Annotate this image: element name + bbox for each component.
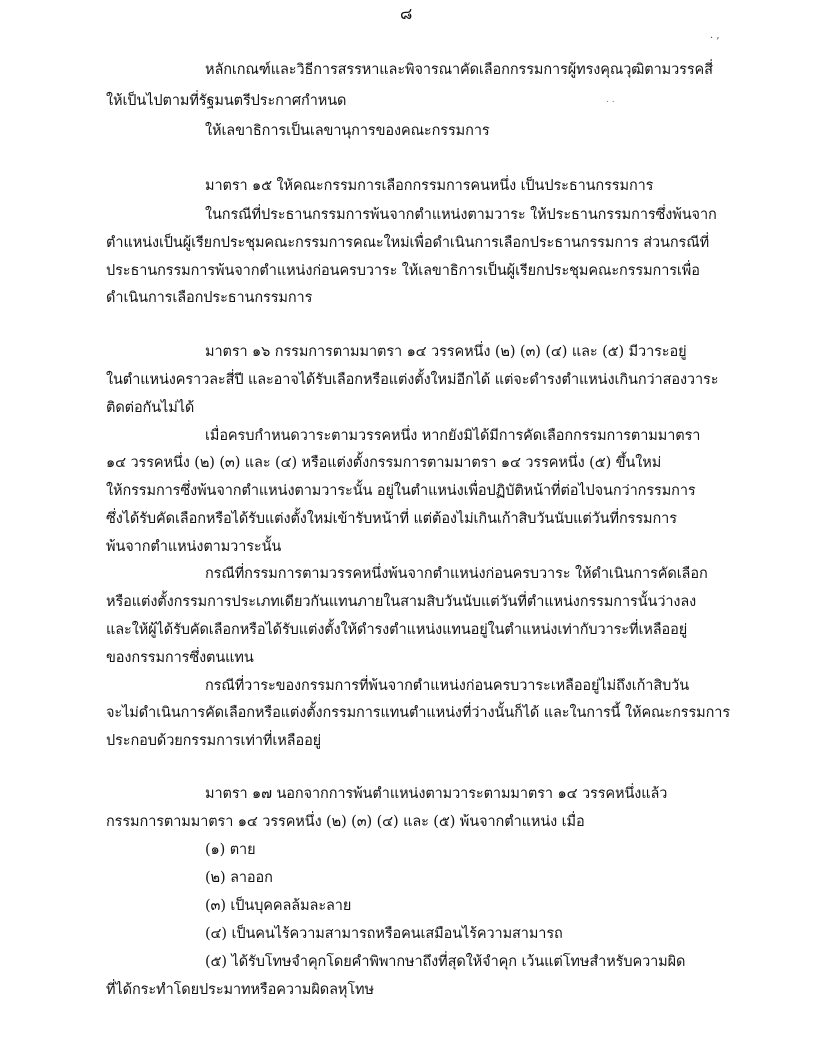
text-line: ให้กรรมการซึ่งพ้นจากตำแหน่งตามวาระนั้น อยู่ในตำแหน่งเพื่อปฏิบัติหน้าที่ต่อไปจนกว่ากรรมการ bbox=[106, 483, 696, 499]
text-line: มาตรา ๑๕ ให้คณะกรรมการเลือกกรรมการคนหนึ่ง เป็นประธานกรรมการ bbox=[205, 178, 654, 194]
text-line: มาตรา ๑๖ กรรมการตามมาตรา ๑๔ วรรคหนึ่ง (๒) (๓) (๔) และ (๕) มีวาระอยู่ bbox=[205, 344, 687, 360]
text-line: กรรมการตามมาตรา ๑๔ วรรคหนึ่ง (๒) (๓) (๔) และ (๕) พ้นจากตำแหน่ง เมื่อ bbox=[106, 814, 585, 830]
text-line: ของกรรมการซึ่งตนแทน bbox=[106, 650, 254, 666]
text-line: ๑๔ วรรคหนึ่ง (๒) (๓) และ (๔) หรือแต่งตั้งกรรมการตามมาตรา ๑๔ วรรคหนึ่ง (๕) ขึ้นใหม่ bbox=[106, 455, 662, 471]
margin-mark-2: . . bbox=[606, 95, 615, 105]
text-line: หรือแต่งตั้งกรรมการประเภทเดียวกันแทนภายในสามสิบวันนับแต่วันที่ตำแหน่งกรรมการนั้นว่างลง bbox=[106, 594, 697, 610]
text-line: พ้นจากตำแหน่งตามวาระนั้น bbox=[106, 539, 282, 555]
text-line: ตำแหน่งเป็นผู้เรียกประชุมคณะกรรมการคณะใหม่เพื่อดำเนินการเลือกประธานกรรมการ ส่วนกรณีที่ bbox=[106, 235, 710, 251]
list-item: (๒) ลาออก bbox=[205, 870, 273, 886]
text-line: มาตรา ๑๗ นอกจากการพ้นตำแหน่งตามวาระตามมาตรา ๑๔ วรรคหนึ่งแล้ว bbox=[205, 786, 668, 802]
list-item: (๑) ตาย bbox=[205, 842, 256, 858]
text-line: ซึ่งได้รับคัดเลือกหรือได้รับแต่งตั้งใหม่เข้ารับหน้าที่ แต่ต้องไม่เกินเก้าสิบวันนับแต่วันที่กรรมการ bbox=[106, 511, 677, 527]
margin-mark: . , bbox=[710, 30, 720, 41]
text-line: ประธานกรรมการพ้นจากตำแหน่งก่อนครบวาระ ให้เลขาธิการเป็นผู้เรียกประชุมคณะกรรมการเพื่อ bbox=[106, 263, 700, 279]
text-line: เมื่อครบกำหนดวาระตามวรรคหนึ่ง หากยังมิได้มีการคัดเลือกกรรมการตามมาตรา bbox=[205, 428, 701, 444]
list-item: (๔) เป็นคนไร้ความสามารถหรือคนเสมือนไร้ความสามารถ bbox=[205, 926, 563, 942]
page-number: ๘ bbox=[400, 4, 413, 23]
text-line: ให้เป็นไปตามที่รัฐมนตรีประกาศกำหนด bbox=[106, 93, 347, 109]
text-line: จะไม่ดำเนินการคัดเลือกหรือแต่งตั้งกรรมการแทนตำแหน่งที่ว่างนั้นก็ได้ และในการนี้ ให้คณะกรรมการ bbox=[106, 705, 731, 721]
text-line: ในกรณีที่ประธานกรรมการพ้นจากตำแหน่งตามวาระ ให้ประธานกรรมการซึ่งพ้นจาก bbox=[205, 207, 717, 223]
text-line: ดำเนินการเลือกประธานกรรมการ bbox=[106, 290, 313, 306]
text-line: ติดต่อกันไม่ได้ bbox=[106, 400, 195, 416]
text-line: ให้เลขาธิการเป็นเลขานุการของคณะกรรมการ bbox=[205, 123, 490, 139]
text-line: และให้ผู้ได้รับคัดเลือกหรือได้รับแต่งตั้งให้ดำรงตำแหน่งแทนอยู่ในตำแหน่งเท่ากับวาระที่เหลืออยู่ bbox=[106, 622, 688, 638]
text-line: หลักเกณฑ์และวิธีการสรรหาและพิจารณาคัดเลือกกรรมการผู้ทรงคุณวุฒิตามวรรคสี่ bbox=[205, 62, 713, 78]
text-line: กรณีที่วาระของกรรมการที่พ้นจากตำแหน่งก่อนครบวาระเหลืออยู่ไม่ถึงเก้าสิบวัน bbox=[205, 678, 690, 694]
text-line: ในตำแหน่งคราวละสี่ปี และอาจได้รับเลือกหรือแต่งตั้งใหม่อีกได้ แต่จะดำรงตำแหน่งเกินกว่าสองวาระ bbox=[106, 372, 719, 388]
list-item: (๓) เป็นบุคคลล้มละลาย bbox=[205, 898, 352, 914]
list-item: (๕) ได้รับโทษจำคุกโดยคำพิพากษาถึงที่สุดให้จำคุก เว้นแต่โทษสำหรับความผิด bbox=[205, 954, 686, 970]
text-line: กรณีที่กรรมการตามวรรคหนึ่งพ้นจากตำแหน่งก่อนครบวาระ ให้ดำเนินการคัดเลือก bbox=[205, 566, 708, 582]
text-line: ที่ได้กระทำโดยประมาทหรือความผิดลหุโทษ bbox=[106, 982, 374, 998]
text-line: ประกอบด้วยกรรมการเท่าที่เหลืออยู่ bbox=[106, 733, 322, 749]
